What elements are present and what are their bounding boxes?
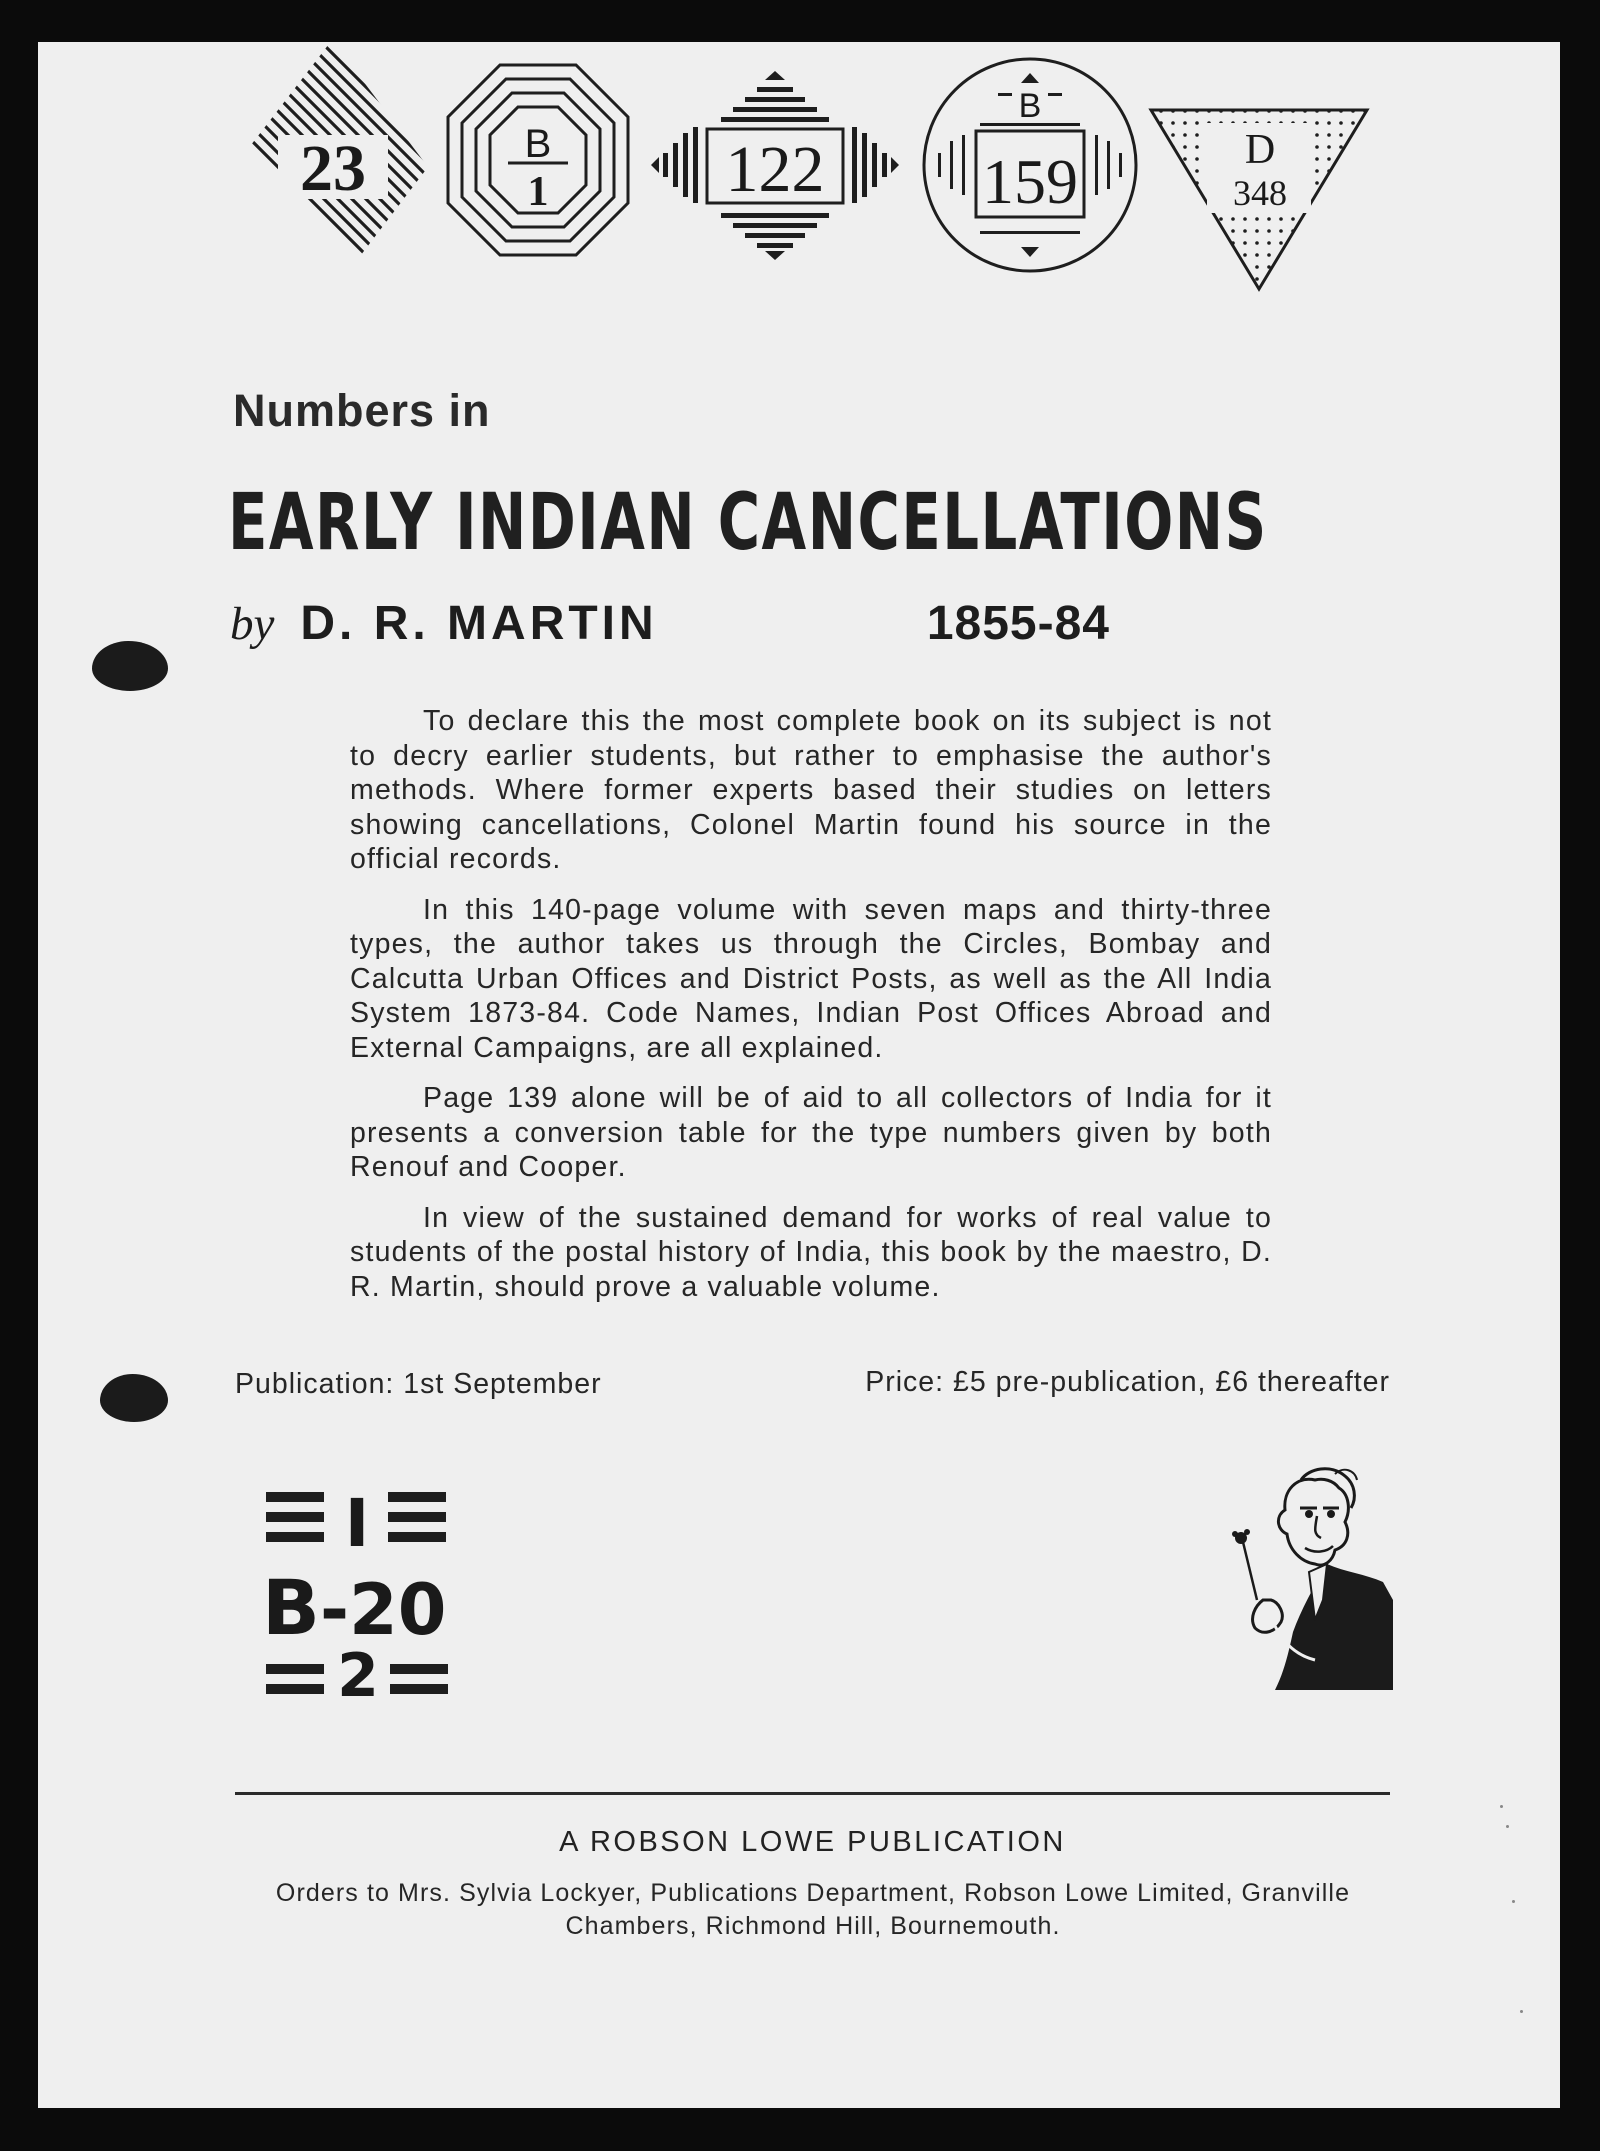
stamp-d348-letter: D: [1244, 127, 1276, 173]
stamp-barred-122: [645, 35, 905, 295]
stamp-octagon-b1: [438, 35, 638, 295]
price-info: Price: £5 pre-publication, £6 thereafter: [865, 1366, 1390, 1398]
description-text: [350, 704, 1272, 1320]
stamp-b20-bottom: 2: [337, 1641, 379, 1711]
stamp-122-number: 122: [725, 133, 825, 206]
stamp-b20-letter: B: [262, 1563, 320, 1652]
author-name: D. R. MARTIN: [300, 597, 658, 650]
cancellation-stamps-row: [180, 35, 1420, 295]
stamp-b20-number: -20: [320, 1569, 447, 1651]
paper-speck: [1500, 1805, 1503, 1808]
stamp-b20-top: I: [344, 1486, 370, 1562]
paper-speck: [1512, 1900, 1515, 1903]
subtitle: Numbers in: [233, 385, 491, 436]
byline-by: by: [230, 598, 275, 650]
paragraph: To declare this the most complete book on its subject is not to decry earlier students, but rather to emphasise the author's methods. Where former experts based their studies on letters showing cancellations, Colonel Martin found his source in the official records.: [350, 705, 1272, 875]
publisher-imprint: A ROBSON LOWE PUBLICATION: [559, 1826, 1066, 1858]
publication-details: [235, 1368, 1390, 1401]
stamp-b1-number: 1: [527, 169, 549, 215]
paragraph: Page 139 alone will be of aid to all collectors of India for it presents a conversion table for the type numbers given by both Renouf and Cooper.: [350, 1082, 1272, 1183]
stamp-b159-number: 159: [982, 146, 1078, 217]
stamp-circle-b159: [920, 35, 1140, 295]
order-instructions: Orders to Mrs. Sylvia Lockyer, Publications Department, Robson Lowe Limited, Granville Chambers, Richmond Hill, Bournemouth.: [275, 1879, 1351, 1940]
paper-speck: [1506, 1825, 1509, 1828]
paper-speck: [1520, 2010, 1523, 2013]
footer-divider: [235, 1792, 1390, 1795]
paragraph: In view of the sustained demand for works of real value to students of the postal history of India, this book by the maestro, D. R. Martin, should prove a valuable volume.: [350, 1201, 1272, 1303]
publication-date: Publication: 1st September: [235, 1368, 602, 1400]
stamp-diamond-23: [230, 35, 430, 295]
punch-hole-bottom: [100, 1374, 168, 1422]
page-title: EARLY INDIAN CANCELLATIONS: [228, 478, 1268, 568]
stamp-triangle-d348: [1145, 35, 1375, 295]
paragraph: In this 140-page volume with seven maps and thirty-three types, the author takes us through the Circles, Bombay and Calcutta Urban Offices and District Posts, as well as the All India System 1873-84. Code Names, Indian Post Offices Abroad and External Campaigns, are all explained.: [350, 893, 1272, 1064]
stamp-b20: [262, 1486, 472, 1716]
stamp-b1-letter: B: [524, 122, 552, 166]
stamp-d348-number: 348: [1233, 173, 1287, 213]
byline: [230, 596, 1110, 651]
stamp-23-number: 23: [300, 132, 366, 205]
date-range: 1855-84: [926, 597, 1110, 650]
punch-hole-top: [92, 641, 168, 691]
stamp-b159-letter: B: [1018, 87, 1042, 125]
collector-illustration: [1205, 1450, 1395, 1695]
